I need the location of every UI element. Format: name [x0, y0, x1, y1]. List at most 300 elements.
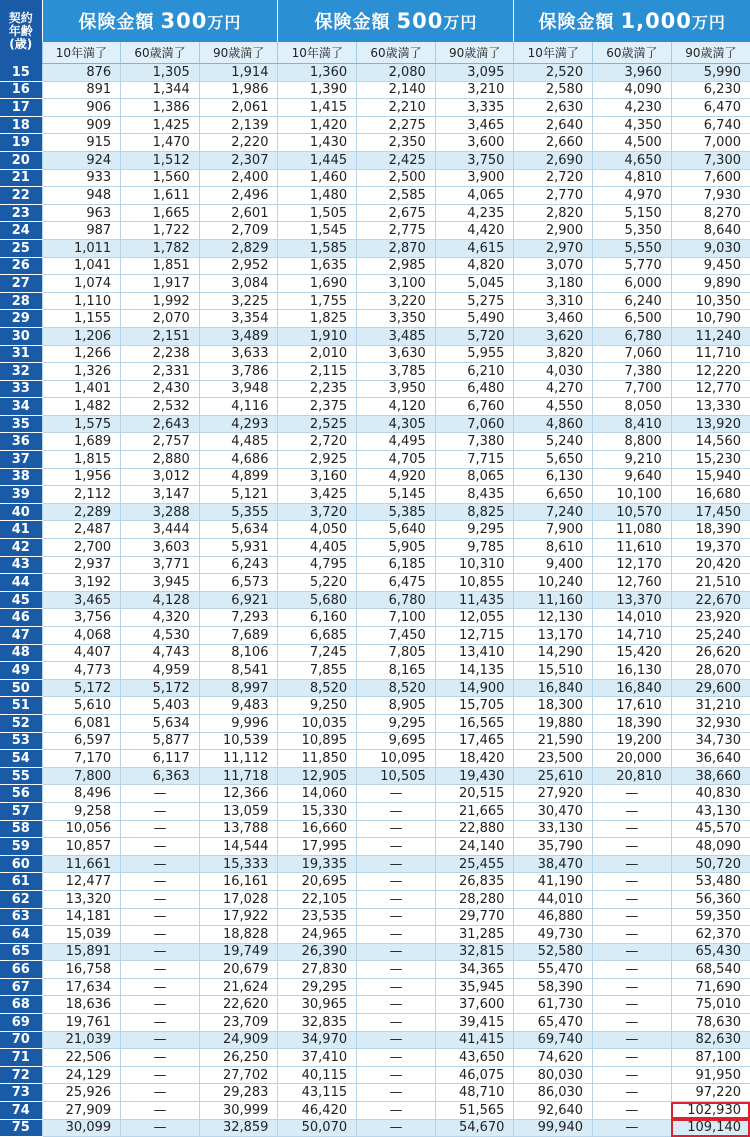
premium-cell: 19,200	[593, 732, 672, 750]
premium-cell: 1,512	[121, 151, 200, 169]
premium-cell: 2,640	[514, 116, 593, 134]
premium-cell: 8,106	[199, 644, 278, 662]
premium-cell: 1,986	[199, 81, 278, 99]
premium-cell: 5,640	[357, 521, 436, 539]
premium-cell: —	[593, 1084, 672, 1102]
group-header-1000	[514, 0, 750, 42]
premium-cell: 6,500	[593, 310, 672, 328]
premium-cell: 4,899	[199, 468, 278, 486]
table-row	[0, 609, 750, 627]
premium-cell: 12,477	[42, 873, 121, 891]
age-cell: 71	[0, 1049, 42, 1067]
premium-cell: —	[593, 1049, 672, 1067]
age-cell: 20	[0, 151, 42, 169]
term-subheader: 10年満了	[42, 42, 121, 64]
age-cell: 74	[0, 1102, 42, 1120]
premium-cell: 3,160	[278, 468, 357, 486]
premium-cell: 948	[42, 187, 121, 205]
term-subheader: 60歳満了	[357, 42, 436, 64]
premium-cell: 87,100	[671, 1049, 750, 1067]
premium-cell: 14,010	[593, 609, 672, 627]
premium-cell: 16,660	[278, 820, 357, 838]
premium-cell: 7,689	[199, 627, 278, 645]
group-amount: 1,000	[620, 9, 692, 33]
premium-cell: 18,300	[514, 697, 593, 715]
premium-cell: 15,420	[593, 644, 672, 662]
age-cell: 26	[0, 257, 42, 275]
premium-cell: 13,788	[199, 820, 278, 838]
age-cell: 22	[0, 187, 42, 205]
premium-cell: 8,520	[357, 679, 436, 697]
premium-cell: 37,600	[435, 996, 514, 1014]
table-row	[0, 257, 750, 275]
premium-cell: 8,640	[671, 222, 750, 240]
premium-cell: 10,310	[435, 556, 514, 574]
premium-cell: 11,112	[199, 750, 278, 768]
premium-cell: 17,634	[42, 978, 121, 996]
premium-cell: 3,084	[199, 275, 278, 293]
age-column-header	[0, 0, 42, 64]
premium-cell: 27,909	[42, 1102, 121, 1120]
premium-cell: 15,705	[435, 697, 514, 715]
premium-cell: 2,307	[199, 151, 278, 169]
premium-cell: —	[121, 838, 200, 856]
premium-cell: 40,830	[671, 785, 750, 803]
premium-cell: 8,050	[593, 398, 672, 416]
premium-cell: 19,761	[42, 1014, 121, 1032]
premium-cell: 5,172	[121, 679, 200, 697]
premium-cell: 3,786	[199, 363, 278, 381]
premium-cell: —	[121, 1102, 200, 1120]
premium-cell: 26,250	[199, 1049, 278, 1067]
premium-cell: 3,948	[199, 380, 278, 398]
premium-cell: 1,206	[42, 327, 121, 345]
premium-cell: 4,407	[42, 644, 121, 662]
table-row	[0, 644, 750, 662]
premium-cell: 15,039	[42, 926, 121, 944]
premium-cell: 5,931	[199, 539, 278, 557]
term-subheader: 90歳満了	[435, 42, 514, 64]
age-cell: 64	[0, 926, 42, 944]
premium-cell: 22,670	[671, 591, 750, 609]
premium-cell: —	[357, 873, 436, 891]
premium-cell: 25,926	[42, 1084, 121, 1102]
table-row	[0, 187, 750, 205]
premium-cell: 13,920	[671, 415, 750, 433]
premium-cell: 6,740	[671, 116, 750, 134]
table-row	[0, 767, 750, 785]
table-header	[0, 0, 750, 64]
age-cell: 61	[0, 873, 42, 891]
age-cell: 56	[0, 785, 42, 803]
premium-cell: 2,070	[121, 310, 200, 328]
age-cell: 54	[0, 750, 42, 768]
premium-cell: 24,909	[199, 1031, 278, 1049]
premium-cell: 25,240	[671, 627, 750, 645]
premium-cell: 4,293	[199, 415, 278, 433]
premium-cell: 1,690	[278, 275, 357, 293]
premium-cell: 2,520	[514, 64, 593, 82]
premium-cell: 11,160	[514, 591, 593, 609]
premium-cell: —	[357, 1102, 436, 1120]
premium-cell: 4,810	[593, 169, 672, 187]
premium-cell: —	[357, 1014, 436, 1032]
premium-cell: 10,035	[278, 714, 357, 732]
premium-cell: 2,430	[121, 380, 200, 398]
premium-cell: 2,375	[278, 398, 357, 416]
term-subheader: 60歳満了	[593, 42, 672, 64]
premium-cell: 46,420	[278, 1102, 357, 1120]
premium-cell: 5,634	[199, 521, 278, 539]
table-row	[0, 539, 750, 557]
premium-cell: 4,270	[514, 380, 593, 398]
premium-cell: 5,770	[593, 257, 672, 275]
premium-cell: 3,225	[199, 292, 278, 310]
premium-cell: 7,245	[278, 644, 357, 662]
premium-cell: 2,700	[42, 539, 121, 557]
age-cell: 47	[0, 627, 42, 645]
age-cell: 21	[0, 169, 42, 187]
premium-cell: 2,937	[42, 556, 121, 574]
premium-cell: 19,335	[278, 855, 357, 873]
table-row	[0, 415, 750, 433]
premium-cell: 1,575	[42, 415, 121, 433]
term-subheader: 90歳満了	[671, 42, 750, 64]
table-row	[0, 327, 750, 345]
premium-cell: 8,410	[593, 415, 672, 433]
age-cell: 72	[0, 1066, 42, 1084]
premium-cell: 1,956	[42, 468, 121, 486]
premium-cell: 12,905	[278, 767, 357, 785]
premium-cell: —	[121, 1119, 200, 1137]
premium-cell: 1,430	[278, 134, 357, 152]
marked-premium-cell: 102,930	[671, 1102, 750, 1120]
premium-cell: 22,620	[199, 996, 278, 1014]
premium-cell: 7,930	[671, 187, 750, 205]
age-cell: 55	[0, 767, 42, 785]
age-cell: 49	[0, 662, 42, 680]
premium-cell: 17,995	[278, 838, 357, 856]
premium-cell: 2,500	[357, 169, 436, 187]
premium-cell: 2,829	[199, 239, 278, 257]
age-cell: 68	[0, 996, 42, 1014]
premium-cell: 11,718	[199, 767, 278, 785]
premium-cell: 3,354	[199, 310, 278, 328]
premium-cell: —	[357, 785, 436, 803]
premium-cell: 5,220	[278, 574, 357, 592]
premium-cell: 1,480	[278, 187, 357, 205]
premium-cell: 7,293	[199, 609, 278, 627]
table-row	[0, 451, 750, 469]
premium-cell: 16,161	[199, 873, 278, 891]
table-row	[0, 697, 750, 715]
group-header-500	[278, 0, 514, 42]
premium-cell: 10,857	[42, 838, 121, 856]
premium-cell: 9,483	[199, 697, 278, 715]
premium-cell: 876	[42, 64, 121, 82]
premium-cell: 2,425	[357, 151, 436, 169]
premium-cell: 29,770	[435, 908, 514, 926]
premium-cell: 14,544	[199, 838, 278, 856]
premium-cell: 3,785	[357, 363, 436, 381]
premium-cell: 3,288	[121, 503, 200, 521]
premium-cell: 75,010	[671, 996, 750, 1014]
premium-cell: 2,770	[514, 187, 593, 205]
premium-cell: 909	[42, 116, 121, 134]
premium-cell: 7,000	[671, 134, 750, 152]
age-cell: 31	[0, 345, 42, 363]
premium-cell: 91,950	[671, 1066, 750, 1084]
premium-cell: 7,900	[514, 521, 593, 539]
premium-cell: 5,550	[593, 239, 672, 257]
group-unit: 万円	[691, 13, 726, 32]
premium-cell: 3,630	[357, 345, 436, 363]
premium-cell: 2,289	[42, 503, 121, 521]
premium-cell: 9,250	[278, 697, 357, 715]
premium-cell: 1,074	[42, 275, 121, 293]
premium-cell: 14,290	[514, 644, 593, 662]
premium-cell: 50,070	[278, 1119, 357, 1137]
premium-cell: 6,573	[199, 574, 278, 592]
premium-cell: 21,624	[199, 978, 278, 996]
premium-cell: —	[357, 802, 436, 820]
age-cell: 60	[0, 855, 42, 873]
age-cell: 58	[0, 820, 42, 838]
premium-cell: 2,985	[357, 257, 436, 275]
premium-cell: 11,850	[278, 750, 357, 768]
table-row	[0, 855, 750, 873]
premium-cell: —	[357, 1049, 436, 1067]
age-cell: 41	[0, 521, 42, 539]
age-cell: 24	[0, 222, 42, 240]
premium-cell: 4,065	[435, 187, 514, 205]
premium-cell: 58,390	[514, 978, 593, 996]
premium-cell: 11,435	[435, 591, 514, 609]
premium-cell: —	[121, 1031, 200, 1049]
premium-cell: 3,095	[435, 64, 514, 82]
premium-cell: 2,275	[357, 116, 436, 134]
premium-cell: 34,970	[278, 1031, 357, 1049]
premium-cell: 3,600	[435, 134, 514, 152]
premium-cell: 1,992	[121, 292, 200, 310]
premium-cell: 5,403	[121, 697, 200, 715]
premium-cell: 1,011	[42, 239, 121, 257]
premium-cell: 65,470	[514, 1014, 593, 1032]
premium-cell: —	[357, 890, 436, 908]
premium-cell: 17,450	[671, 503, 750, 521]
premium-cell: 20,515	[435, 785, 514, 803]
premium-cell: —	[121, 961, 200, 979]
age-cell: 73	[0, 1084, 42, 1102]
premium-cell: 1,470	[121, 134, 200, 152]
premium-cell: 3,465	[435, 116, 514, 134]
premium-cell: 12,055	[435, 609, 514, 627]
premium-cell: 40,115	[278, 1066, 357, 1084]
premium-cell: —	[357, 908, 436, 926]
premium-cell: 24,140	[435, 838, 514, 856]
premium-cell: 4,773	[42, 662, 121, 680]
premium-cell: —	[593, 908, 672, 926]
premium-cell: 6,000	[593, 275, 672, 293]
premium-cell: 9,640	[593, 468, 672, 486]
age-cell: 44	[0, 574, 42, 592]
premium-cell: 963	[42, 204, 121, 222]
premium-cell: 3,444	[121, 521, 200, 539]
premium-cell: 4,550	[514, 398, 593, 416]
premium-cell: 5,877	[121, 732, 200, 750]
premium-cell: 45,570	[671, 820, 750, 838]
premium-cell: 1,041	[42, 257, 121, 275]
premium-cell: 21,665	[435, 802, 514, 820]
premium-cell: 1,851	[121, 257, 200, 275]
premium-cell: 4,120	[357, 398, 436, 416]
table-row	[0, 627, 750, 645]
premium-cell: 3,180	[514, 275, 593, 293]
premium-cell: —	[593, 996, 672, 1014]
premium-cell: 8,610	[514, 539, 593, 557]
premium-cell: 6,240	[593, 292, 672, 310]
premium-cell: 2,660	[514, 134, 593, 152]
premium-cell: 1,445	[278, 151, 357, 169]
premium-cell: 68,540	[671, 961, 750, 979]
table-row	[0, 310, 750, 328]
premium-cell: 5,145	[357, 486, 436, 504]
table-row	[0, 961, 750, 979]
premium-cell: 2,525	[278, 415, 357, 433]
premium-cell: 8,165	[357, 662, 436, 680]
premium-cell: 12,366	[199, 785, 278, 803]
premium-cell: 32,930	[671, 714, 750, 732]
premium-cell: 56,360	[671, 890, 750, 908]
premium-cell: 55,470	[514, 961, 593, 979]
premium-cell: —	[121, 996, 200, 1014]
premium-cell: 1,344	[121, 81, 200, 99]
premium-cell: 5,650	[514, 451, 593, 469]
table-row	[0, 1119, 750, 1137]
premium-cell: —	[593, 1102, 672, 1120]
premium-cell: 4,959	[121, 662, 200, 680]
premium-cell: 2,709	[199, 222, 278, 240]
premium-cell: 2,238	[121, 345, 200, 363]
premium-cell: 3,350	[357, 310, 436, 328]
premium-cell: 74,620	[514, 1049, 593, 1067]
table-row	[0, 802, 750, 820]
premium-cell: 6,117	[121, 750, 200, 768]
group-prefix: 保険金額	[78, 12, 155, 33]
table-row	[0, 1014, 750, 1032]
premium-cell: 5,955	[435, 345, 514, 363]
premium-cell: 1,305	[121, 64, 200, 82]
premium-cell: 8,520	[278, 679, 357, 697]
premium-cell: 43,650	[435, 1049, 514, 1067]
premium-cell: 4,305	[357, 415, 436, 433]
table-row	[0, 468, 750, 486]
premium-cell: —	[121, 926, 200, 944]
premium-cell: 1,545	[278, 222, 357, 240]
age-cell: 66	[0, 961, 42, 979]
premium-cell: 21,510	[671, 574, 750, 592]
premium-cell: 20,810	[593, 767, 672, 785]
term-subheader: 10年満了	[278, 42, 357, 64]
premium-cell: 3,220	[357, 292, 436, 310]
premium-cell: 52,580	[514, 943, 593, 961]
premium-cell: 3,720	[278, 503, 357, 521]
premium-cell: 18,390	[593, 714, 672, 732]
premium-cell: 1,425	[121, 116, 200, 134]
premium-cell: 4,350	[593, 116, 672, 134]
premium-cell: 2,140	[357, 81, 436, 99]
premium-cell: 2,235	[278, 380, 357, 398]
premium-cell: 9,695	[357, 732, 436, 750]
premium-cell: 11,610	[593, 539, 672, 557]
group-unit: 万円	[443, 13, 478, 32]
premium-cell: 18,828	[199, 926, 278, 944]
premium-cell: 1,665	[121, 204, 200, 222]
premium-cell: 6,760	[435, 398, 514, 416]
premium-cell: 11,710	[671, 345, 750, 363]
premium-cell: —	[121, 978, 200, 996]
premium-cell: 3,147	[121, 486, 200, 504]
age-cell: 45	[0, 591, 42, 609]
table-row	[0, 169, 750, 187]
age-cell: 69	[0, 1014, 42, 1032]
premium-cell: 10,855	[435, 574, 514, 592]
premium-cell: 31,210	[671, 697, 750, 715]
premium-cell: 19,430	[435, 767, 514, 785]
premium-cell: 48,710	[435, 1084, 514, 1102]
premium-cell: —	[121, 802, 200, 820]
age-cell: 43	[0, 556, 42, 574]
table-row	[0, 873, 750, 891]
age-label-line: 契約	[8, 11, 33, 26]
premium-cell: —	[357, 943, 436, 961]
premium-cell: 9,295	[435, 521, 514, 539]
premium-cell: 1,635	[278, 257, 357, 275]
premium-cell: 86,030	[514, 1084, 593, 1102]
age-cell: 38	[0, 468, 42, 486]
premium-cell: 9,210	[593, 451, 672, 469]
premium-cell: 3,489	[199, 327, 278, 345]
premium-cell: 8,541	[199, 662, 278, 680]
premium-cell: 6,597	[42, 732, 121, 750]
premium-cell: 27,702	[199, 1066, 278, 1084]
premium-cell: —	[593, 838, 672, 856]
premium-cell: 4,500	[593, 134, 672, 152]
premium-cell: 2,775	[357, 222, 436, 240]
table-row	[0, 204, 750, 222]
premium-cell: 1,722	[121, 222, 200, 240]
premium-cell: 4,090	[593, 81, 672, 99]
table-row	[0, 433, 750, 451]
table-row	[0, 838, 750, 856]
table-row	[0, 926, 750, 944]
premium-cell: 15,333	[199, 855, 278, 873]
premium-cell: 71,690	[671, 978, 750, 996]
table-row	[0, 574, 750, 592]
premium-cell: 6,160	[278, 609, 357, 627]
premium-cell: 1,420	[278, 116, 357, 134]
group-amount: 300	[160, 9, 208, 33]
premium-cell: —	[357, 1084, 436, 1102]
premium-cell: 12,170	[593, 556, 672, 574]
premium-cell: 29,600	[671, 679, 750, 697]
premium-cell: —	[121, 785, 200, 803]
premium-cell: 53,480	[671, 873, 750, 891]
table-row	[0, 81, 750, 99]
premium-cell: 3,756	[42, 609, 121, 627]
premium-cell: 5,720	[435, 327, 514, 345]
premium-cell: 49,730	[514, 926, 593, 944]
